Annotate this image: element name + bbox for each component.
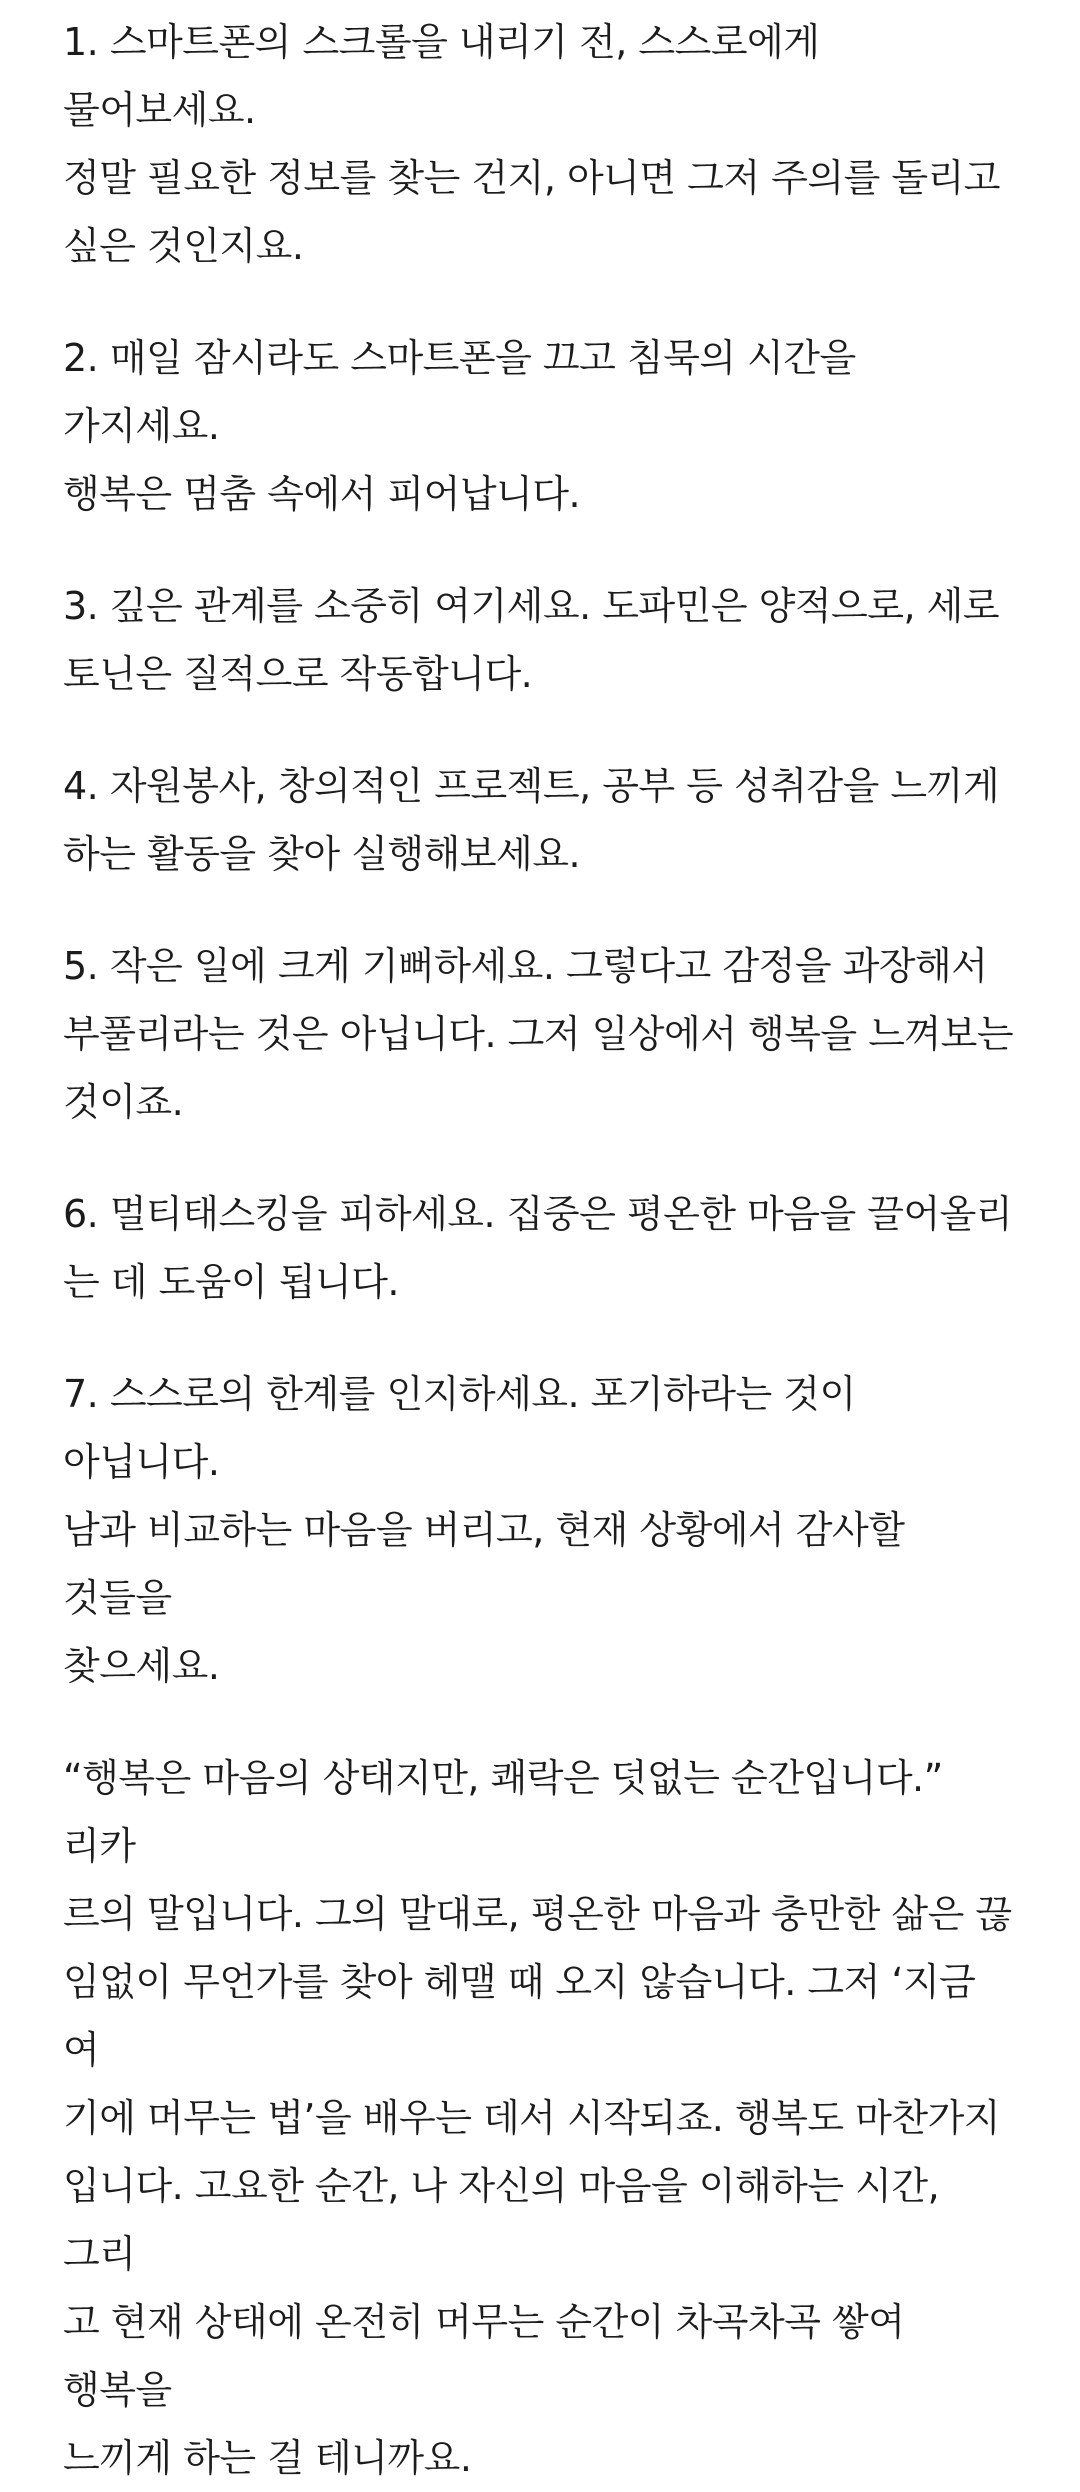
- tip-paragraph-6: 6. 멀티태스킹을 피하세요. 집중은 평온한 마음을 끌어올리 는 데 도움이 됩니다.: [63, 1192, 1013, 1304]
- tip-paragraph-3: 3. 깊은 관계를 소중히 여기세요. 도파민은 양적으로, 세로 토닌은 질적으로 작동합니다.: [63, 584, 1000, 696]
- tip-paragraph-1: 1. 스마트폰의 스크롤을 내리기 전, 스스로에게 물어보세요. 정말 필요한 정보를 찾는 건지, 아니면 그저 주의를 돌리고 싶은 것인지요.: [63, 20, 1000, 268]
- article-body: [63, 8, 1023, 2492]
- tip-paragraph-4: 4. 자원봉사, 창의적인 프로젝트, 공부 등 성취감을 느끼게 하는 활동을 찾아 실행해보세요.: [63, 764, 1000, 876]
- closing-quote-paragraph: “행복은 마음의 상태지만, 쾌락은 덧없는 순간입니다.” 리카 르의 말입니다. 그의 말대로, 평온한 마음과 충만한 삶은 끊 임없이 무언가를 찾아 헤맬 때 오지 않습니다. 그저 ‘지금 여 기에 머무는 법’을 배우는 데서 시작되죠. 행복도 마찬가지 입니다. 고요한 순간, 나 자신의 마음을 이해하는 시간, 그리 고 현재 상태에 온전히 머무는 순간이 차곡차곡 쌓여 행복을 느끼게 하는 걸 테니까요.: [63, 1756, 1012, 2480]
- tip-paragraph-5: 5. 작은 일에 크게 기뻐하세요. 그렇다고 감정을 과장해서 부풀리라는 것은 아닙니다. 그저 일상에서 행복을 느껴보는 것이죠.: [63, 944, 1014, 1124]
- tip-paragraph-7: 7. 스스로의 한계를 인지하세요. 포기하라는 것이 아닙니다. 남과 비교하는 마음을 버리고, 현재 상황에서 감사할 것들을 찾으세요.: [63, 1372, 905, 1688]
- tip-paragraph-2: 2. 매일 잠시라도 스마트폰을 끄고 침묵의 시간을 가지세요. 행복은 멈춤 속에서 피어납니다.: [63, 336, 856, 516]
